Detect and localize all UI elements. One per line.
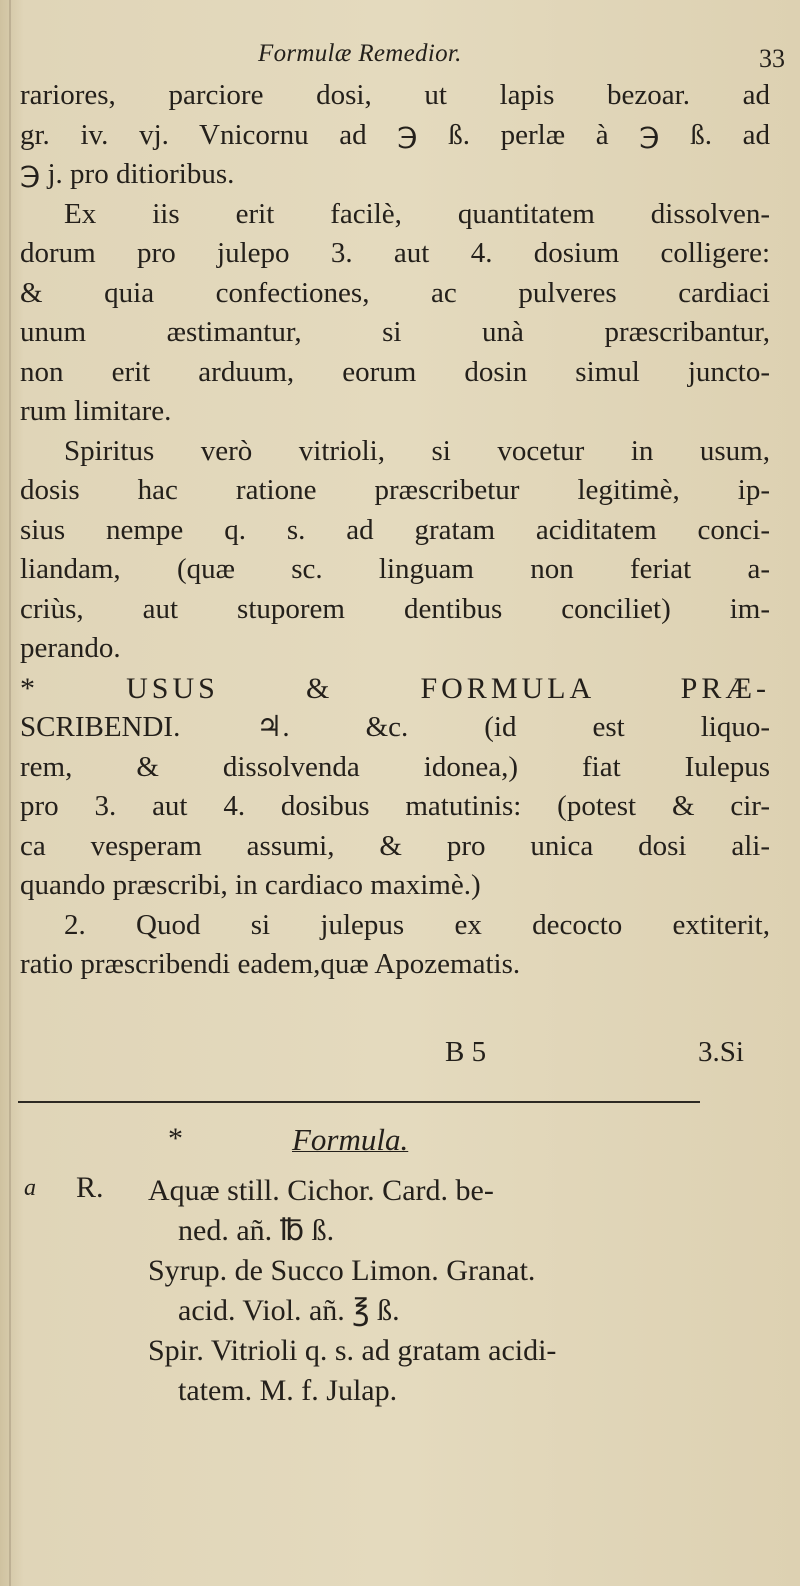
signature-row [0, 1036, 800, 1076]
text-line: non erit arduum, eorum dosin simul juncto- [20, 355, 770, 388]
text-line: Spiritus verò vitrioli, si vocetur in usum, [64, 434, 770, 467]
text-line: 2. Quod si julepus ex decocto extiterit, [64, 908, 770, 941]
text-line: ratio præscribendi eadem,quæ Apozematis. [20, 948, 521, 980]
recipe-line: ned. añ. ℔ ß. [178, 1214, 335, 1247]
gutter-line [9, 0, 11, 1586]
footnote-rule [18, 1101, 700, 1103]
recipe-line: Spir. Vitrioli q. s. ad gratam acidi- [148, 1334, 557, 1367]
text-line: ca vesperam assumi, & pro unica dosi ali- [20, 829, 770, 862]
page-number: 33 [759, 44, 785, 73]
footnote-asterisk: * [168, 1122, 183, 1155]
recipe-line: tatem. M. f. Julap. [178, 1374, 398, 1407]
recipe-block [148, 1171, 788, 1411]
footnote-title: Formula. [292, 1122, 409, 1157]
running-head: Formulæ Remedior. [258, 40, 462, 67]
recipe-line: Aquæ still. Cichor. Card. be- [148, 1174, 494, 1207]
text-line: criùs, aut stuporem dentibus conciliet) im- [20, 592, 770, 625]
recipe-line: Syrup. de Succo Limon. Granat. [148, 1254, 536, 1287]
recipe-symbol: R. [76, 1171, 104, 1204]
signature-mark: B 5 [445, 1036, 487, 1068]
margin-letter: a [24, 1175, 36, 1201]
text-line: gr. iv. vj. Vnicornu ad ℈ ß. perlæ à ℈ ß. ad [20, 118, 770, 151]
text-line: * USUS & FORMULA PRÆ- [20, 671, 770, 705]
text-line: rum limitare. [20, 395, 172, 427]
text-line: & quia confectiones, ac pulveres cardiaci [20, 276, 770, 309]
recipe-line: acid. Viol. añ. ℥ ß. [178, 1294, 400, 1327]
text-line: ℈ j. pro ditioribus. [20, 158, 235, 190]
text-line: rem, & dissolvenda idonea,) fiat Iulepus [20, 750, 770, 783]
main-text-block [20, 76, 770, 985]
text-line: SCRIBENDI. ♃. &c. (id est liquo- [20, 711, 770, 743]
text-line: perando. [20, 632, 121, 664]
text-line: dosis hac ratione præscribetur legitimè, ip- [20, 474, 770, 506]
text-line: pro 3. aut 4. dosibus matutinis: (potest & cir- [20, 790, 770, 822]
text-line: sius nempe q. s. ad gratam aciditatem conci- [20, 513, 770, 546]
text-line: rariores, parciore dosi, ut lapis bezoar. ad [20, 79, 770, 111]
text-line: dorum pro julepo 3. aut 4. dosium colligere: [20, 237, 770, 269]
text-line: unum æstimantur, si unà præscribantur, [20, 316, 770, 348]
catchword: 3.Si [698, 1036, 744, 1068]
text-line: Ex iis erit facilè, quantitatem dissolven- [64, 197, 770, 230]
text-line: liandam, (quæ sc. linguam non feriat a- [20, 553, 770, 585]
text-line: quando præscribi, in cardiaco maximè.) [20, 869, 481, 901]
